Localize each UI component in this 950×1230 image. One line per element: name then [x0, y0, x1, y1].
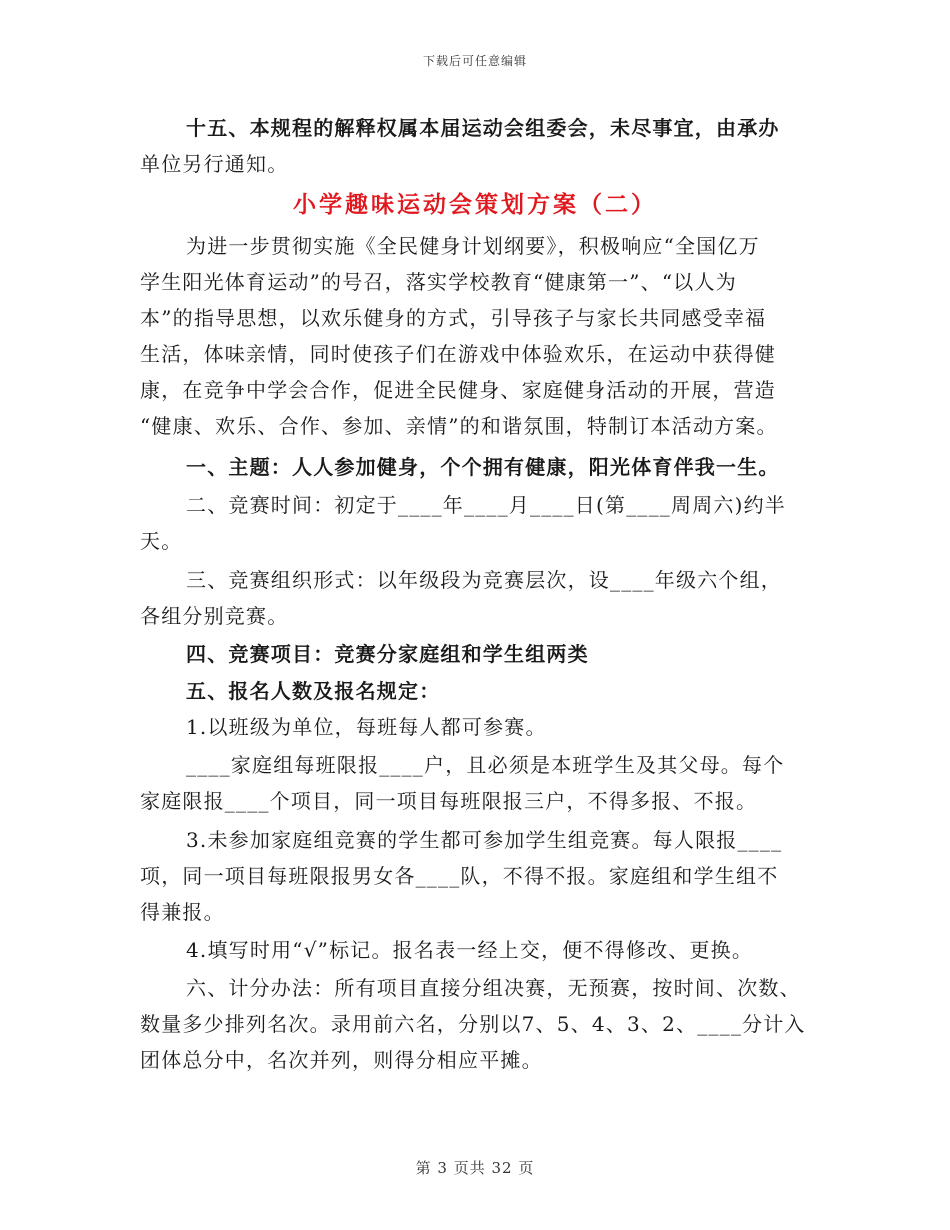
intro-paragraph-line-6: “健康、欢乐、合作、参加、亲情”的和谐氛围，特制订本活动方案。	[140, 414, 778, 438]
registration-rule-1: 1.以班级为单位，每班每人都可参赛。	[186, 715, 547, 739]
registration-rule-4: 4.填写时用“√”标记。报名表一经上交，便不得修改、更换。	[186, 938, 754, 962]
section-scoring-line-3: 团体总分中，名次并列，则得分相应平摊。	[140, 1048, 543, 1072]
registration-rule-3-line-2: 项，同一项目每班限报男女各____队，不得不报。家庭组和学生组不	[140, 864, 779, 888]
intro-paragraph-line-5: 康，在竞争中学会合作，促进全民健身、家庭健身活动的开展，营造	[140, 378, 776, 402]
section-time-line-1: 二、竞赛时间：初定于____年____月____日(第____周周六)约半	[186, 493, 787, 517]
clause-15-line-1: 十五、本规程的解释权属本届运动会组委会，未尽事宜，由承办	[186, 116, 780, 140]
section-theme: 一、主题：人人参加健身，个个拥有健康，阳光体育伴我一生。	[186, 455, 780, 479]
document-title: 小学趣味运动会策划方案（二）	[293, 191, 657, 218]
intro-paragraph-line-2: 学生阳光体育运动”的号召，落实学校教育“健康第一”、“以人为	[140, 270, 737, 294]
intro-paragraph-line-3: 本”的指导思想，以欢乐健身的方式，引导孩子与家长共同感受幸福	[140, 306, 767, 330]
section-scoring-line-2: 数量多少排列名次。录用前六名，分别以7、5、4、3、2、____分计入	[140, 1012, 806, 1036]
intro-paragraph-line-1: 为进一步贯彻实施《全民健身计划纲要》，积极响应“全国亿万	[186, 234, 760, 258]
registration-rule-3-line-1: 3.未参加家庭组竞赛的学生都可参加学生组竞赛。每人限报____	[186, 828, 783, 852]
section-events: 四、竞赛项目：竞赛分家庭组和学生组两类	[186, 642, 589, 666]
section-registration: 五、报名人数及报名规定：	[186, 679, 441, 703]
intro-paragraph-line-4: 生活，体味亲情，同时使孩子们在游戏中体验欢乐，在运动中获得健	[140, 342, 776, 366]
section-format-line-1: 三、竞赛组织形式：以年级段为竞赛层次，设____年级六个组，	[186, 568, 782, 592]
registration-rule-2-line-1: ____家庭组每班限报____户，且必须是本班学生及其父母。每个	[186, 753, 785, 777]
page-number-footer: 第 3 页共 32 页	[415, 1159, 535, 1177]
section-time-line-2: 天。	[140, 529, 183, 553]
registration-rule-3-line-3: 得兼报。	[140, 900, 225, 924]
header-note: 下载后可任意编辑	[422, 54, 527, 68]
section-format-line-2: 各组分别竞赛。	[140, 604, 289, 628]
registration-rule-2-line-2: 家庭限报____个项目，同一项目每班限报三户，不得多报、不报。	[140, 789, 758, 813]
section-scoring-line-1: 六、计分办法：所有项目直接分组决赛，无预赛，按时间、次数、	[186, 976, 801, 1000]
clause-15-line-2: 单位另行通知。	[140, 152, 289, 176]
